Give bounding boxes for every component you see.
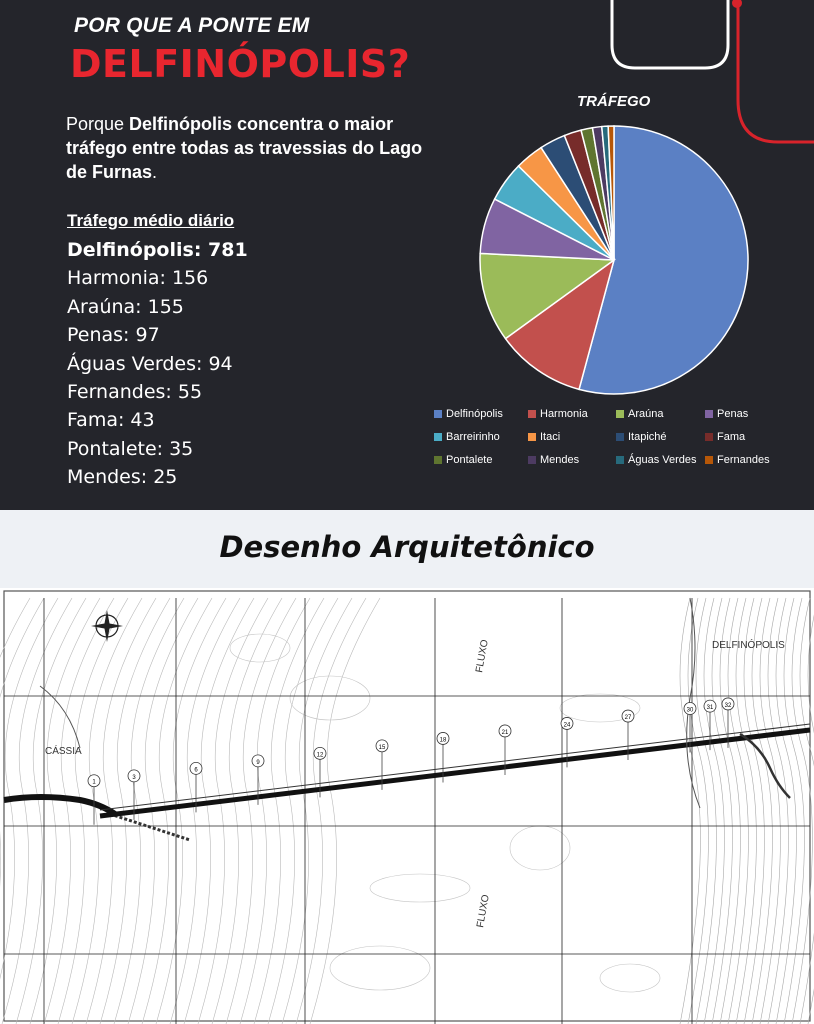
legend-item bbox=[528, 452, 616, 468]
station-label: 32 bbox=[724, 702, 732, 709]
slide-headline: DELFINÓPOLIS? bbox=[70, 42, 411, 86]
legend-item bbox=[434, 406, 528, 422]
station-label: 21 bbox=[501, 729, 509, 736]
lead-paragraph bbox=[66, 112, 446, 184]
station-label: 18 bbox=[439, 737, 447, 744]
flow-label-bottom: FLUXO bbox=[475, 893, 492, 929]
traffic-list bbox=[67, 211, 248, 492]
legend-swatch bbox=[528, 410, 536, 418]
legend-item bbox=[616, 429, 705, 445]
architectural-drawing bbox=[0, 588, 814, 1024]
traffic-list-item: Penas: 97 bbox=[67, 324, 160, 347]
station-label: 3 bbox=[132, 774, 136, 781]
deco-white-frame bbox=[612, 0, 728, 68]
traffic-list-item: Pontalete: 35 bbox=[67, 437, 194, 460]
place-label-delfinopolis: DELFINÓPOLIS bbox=[712, 640, 785, 651]
station-label: 31 bbox=[706, 705, 714, 712]
station-label: 24 bbox=[563, 722, 571, 729]
traffic-list-item: Fama: 43 bbox=[67, 409, 155, 432]
legend-item bbox=[616, 406, 705, 422]
legend-label: Barreirinho bbox=[446, 431, 500, 443]
traffic-list-item: Mendes: 25 bbox=[67, 466, 178, 489]
legend-swatch bbox=[616, 456, 624, 464]
lead-pre: Porque bbox=[66, 114, 130, 134]
legend-label: Mendes bbox=[540, 454, 580, 466]
legend-swatch bbox=[434, 456, 442, 464]
traffic-list-heading: Tráfego médio diário bbox=[67, 211, 235, 230]
legend-item bbox=[528, 406, 616, 422]
traffic-list-item: Fernandes: 55 bbox=[67, 380, 203, 403]
legend-label: Pontalete bbox=[446, 454, 493, 466]
station-label: 1 bbox=[92, 779, 96, 786]
place-label-cassia: CÁSSIA bbox=[45, 746, 82, 757]
station-label: 15 bbox=[378, 744, 386, 751]
lead-post: . bbox=[152, 162, 158, 182]
station-label: 9 bbox=[256, 759, 260, 766]
legend-item bbox=[705, 452, 795, 468]
slide-kicker: POR QUE A PONTE EM bbox=[74, 14, 310, 37]
legend-swatch bbox=[705, 456, 713, 464]
traffic-slide bbox=[0, 0, 814, 510]
legend-label: Itaci bbox=[540, 431, 561, 443]
legend-item bbox=[705, 429, 795, 445]
chart-title: TRÁFEGO bbox=[577, 93, 651, 110]
legend-label: Águas Verdes bbox=[628, 454, 697, 466]
station-label: 12 bbox=[316, 752, 324, 759]
legend-swatch bbox=[528, 433, 536, 441]
legend-swatch bbox=[705, 433, 713, 441]
legend-label: Itapiché bbox=[628, 431, 667, 443]
legend-swatch bbox=[528, 456, 536, 464]
legend-swatch bbox=[616, 410, 624, 418]
legend-label: Araúna bbox=[628, 408, 664, 420]
lead-bold: Delfinópolis concentra o maior tráfego entre todas as travessias do Lago de Furnas bbox=[66, 114, 423, 182]
architectural-section bbox=[0, 510, 814, 1024]
deco-red-line bbox=[738, 0, 814, 142]
legend-label: Fernandes bbox=[717, 454, 770, 466]
legend-swatch bbox=[434, 410, 442, 418]
legend-item bbox=[434, 429, 528, 445]
deco-red-dot bbox=[732, 0, 742, 8]
legend-swatch bbox=[616, 433, 624, 441]
legend-swatch bbox=[434, 433, 442, 441]
legend-label: Harmonia bbox=[540, 408, 588, 420]
station-label: 27 bbox=[624, 715, 632, 722]
legend-swatch bbox=[705, 410, 713, 418]
station-label: 30 bbox=[686, 707, 694, 714]
traffic-list-item: Águas Verdes: 94 bbox=[67, 352, 233, 375]
chart-legend bbox=[434, 406, 804, 468]
legend-item bbox=[528, 429, 616, 445]
station-label: 6 bbox=[194, 767, 198, 774]
legend-item bbox=[616, 452, 705, 468]
legend-item bbox=[434, 452, 528, 468]
section-title: Desenho Arquitetônico bbox=[219, 530, 595, 564]
traffic-list-item: Araúna: 155 bbox=[67, 295, 184, 318]
traffic-pie-chart bbox=[478, 124, 750, 396]
legend-label: Delfinópolis bbox=[446, 408, 503, 420]
flow-label-top: FLUXO bbox=[474, 638, 491, 674]
traffic-list-item: Delfinópolis: 781 bbox=[67, 239, 248, 261]
traffic-list-item: Harmonia: 156 bbox=[67, 267, 209, 290]
legend-item bbox=[705, 406, 795, 422]
legend-label: Fama bbox=[717, 431, 746, 443]
legend-label: Penas bbox=[717, 408, 749, 420]
